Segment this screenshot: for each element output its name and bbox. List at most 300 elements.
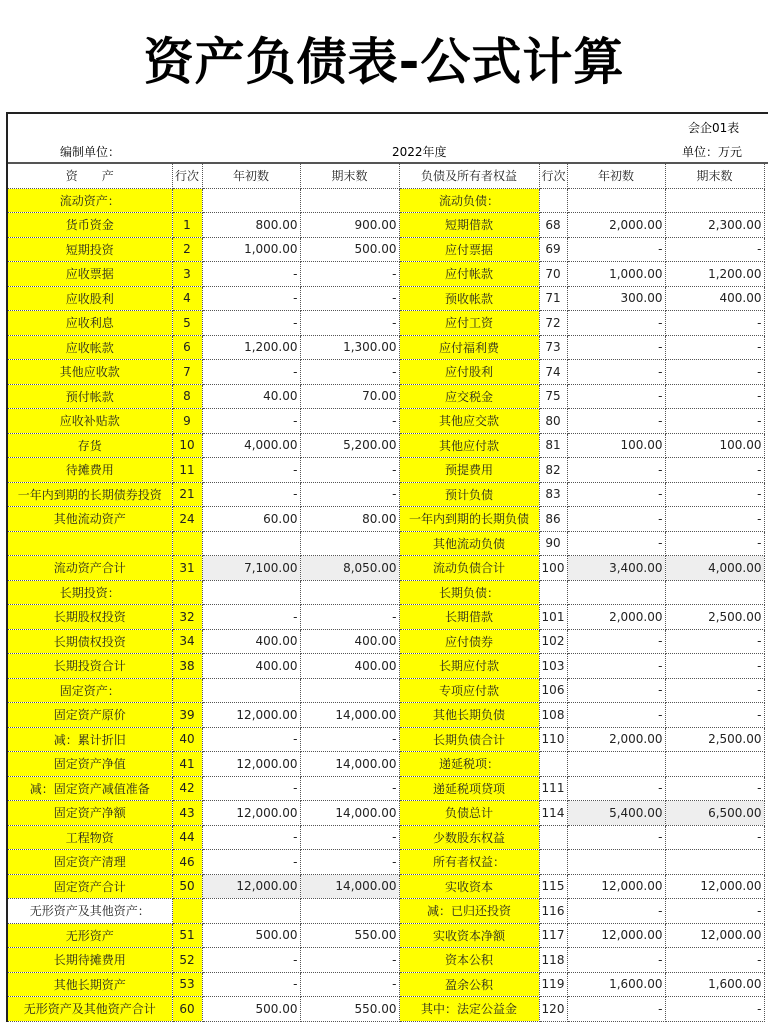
liability-end-cell[interactable]: 12,000.00	[665, 874, 764, 899]
asset-name-cell[interactable]: 应收股利	[8, 286, 172, 311]
liability-begin-cell[interactable]	[567, 752, 665, 777]
asset-name-cell[interactable]: 其他应收款	[8, 360, 172, 385]
liability-name-cell[interactable]: 资本公积	[399, 948, 539, 973]
asset-name-cell[interactable]: 长期投资：	[8, 580, 172, 605]
asset-begin-cell[interactable]	[202, 531, 300, 556]
asset-end-cell[interactable]: -	[300, 286, 399, 311]
liability-name-cell[interactable]: 其他流动负债	[399, 531, 539, 556]
asset-line-no-cell[interactable]: 10	[172, 433, 202, 458]
asset-line-no-cell[interactable]: 50	[172, 874, 202, 899]
asset-begin-cell[interactable]: -	[202, 311, 300, 336]
asset-line-no-cell[interactable]: 53	[172, 972, 202, 997]
table-row	[8, 409, 764, 434]
liability-end-cell[interactable]: 2,500.00	[665, 727, 764, 752]
table-row	[8, 237, 764, 262]
asset-name-cell[interactable]: 其他长期资产	[8, 972, 172, 997]
asset-name-cell[interactable]: 其他流动资产	[8, 507, 172, 532]
asset-begin-cell[interactable]: 500.00	[202, 997, 300, 1022]
liability-line-no-cell[interactable]: 111	[539, 776, 567, 801]
header-asset-line-no[interactable]: 行次	[172, 164, 202, 188]
liability-begin-cell[interactable]: -	[567, 458, 665, 483]
asset-line-no-cell[interactable]: 11	[172, 458, 202, 483]
asset-begin-cell[interactable]: 12,000.00	[202, 752, 300, 777]
table-row	[8, 213, 764, 238]
asset-end-cell[interactable]: 70.00	[300, 384, 399, 409]
liability-end-cell[interactable]: -	[665, 678, 764, 703]
asset-begin-cell[interactable]: -	[202, 776, 300, 801]
liability-end-cell[interactable]: 6,500.00	[665, 801, 764, 826]
liability-name-cell[interactable]: 减：已归还投资	[399, 899, 539, 924]
asset-name-cell[interactable]: 货币资金	[8, 213, 172, 238]
asset-begin-cell[interactable]	[202, 580, 300, 605]
liability-name-cell[interactable]: 长期负债：	[399, 580, 539, 605]
liability-begin-cell[interactable]: 300.00	[567, 286, 665, 311]
asset-end-cell[interactable]: 550.00	[300, 923, 399, 948]
asset-end-cell[interactable]: 500.00	[300, 237, 399, 262]
liability-end-cell[interactable]: 400.00	[665, 286, 764, 311]
asset-name-cell[interactable]: 短期投资	[8, 237, 172, 262]
asset-end-cell[interactable]	[300, 580, 399, 605]
liability-line-no-cell[interactable]: 90	[539, 531, 567, 556]
asset-end-cell[interactable]: -	[300, 262, 399, 287]
asset-line-no-cell[interactable]: 52	[172, 948, 202, 973]
liability-begin-cell[interactable]: 12,000.00	[567, 874, 665, 899]
asset-begin-cell[interactable]: -	[202, 972, 300, 997]
liability-name-cell[interactable]: 其他长期负债	[399, 703, 539, 728]
asset-end-cell[interactable]: 400.00	[300, 629, 399, 654]
asset-line-no-cell[interactable]	[172, 678, 202, 703]
liability-begin-cell[interactable]: -	[567, 311, 665, 336]
liability-name-cell[interactable]: 应付债券	[399, 629, 539, 654]
liability-begin-cell[interactable]: 3,400.00	[567, 556, 665, 581]
header-asset-name[interactable]: 资 产	[8, 164, 172, 188]
asset-end-cell[interactable]: -	[300, 482, 399, 507]
liability-begin-cell[interactable]: -	[567, 776, 665, 801]
asset-end-cell[interactable]	[300, 531, 399, 556]
liability-line-no-cell[interactable]	[539, 188, 567, 213]
liability-begin-cell[interactable]: -	[567, 703, 665, 728]
liability-name-cell[interactable]: 流动负债合计	[399, 556, 539, 581]
liability-begin-cell[interactable]	[567, 850, 665, 875]
liability-end-cell[interactable]: -	[665, 384, 764, 409]
asset-name-cell[interactable]: 应收帐款	[8, 335, 172, 360]
asset-name-cell[interactable]: 待摊费用	[8, 458, 172, 483]
asset-line-no-cell[interactable]: 2	[172, 237, 202, 262]
liability-line-no-cell[interactable]: 69	[539, 237, 567, 262]
asset-name-cell[interactable]: 无形资产及其他资产：	[8, 899, 172, 924]
asset-name-cell[interactable]: 长期债权投资	[8, 629, 172, 654]
asset-begin-cell[interactable]: 1,000.00	[202, 237, 300, 262]
liability-name-cell[interactable]: 专项应付款	[399, 678, 539, 703]
asset-line-no-cell[interactable]: 1	[172, 213, 202, 238]
liability-line-no-cell[interactable]: 74	[539, 360, 567, 385]
asset-begin-cell[interactable]: -	[202, 727, 300, 752]
asset-begin-cell[interactable]: -	[202, 458, 300, 483]
asset-begin-cell[interactable]	[202, 678, 300, 703]
asset-begin-cell[interactable]: -	[202, 262, 300, 287]
liability-begin-cell[interactable]: -	[567, 409, 665, 434]
liability-end-cell[interactable]: -	[665, 482, 764, 507]
asset-line-no-cell[interactable]: 51	[172, 923, 202, 948]
asset-name-cell[interactable]: 固定资产净值	[8, 752, 172, 777]
asset-line-no-cell[interactable]	[172, 580, 202, 605]
liability-end-cell[interactable]: -	[665, 237, 764, 262]
asset-name-cell[interactable]: 减：固定资产减值准备	[8, 776, 172, 801]
asset-end-cell[interactable]: 5,200.00	[300, 433, 399, 458]
asset-line-no-cell[interactable]: 34	[172, 629, 202, 654]
liability-begin-cell[interactable]: 1,600.00	[567, 972, 665, 997]
asset-begin-cell[interactable]: -	[202, 825, 300, 850]
liability-name-cell[interactable]: 其他应付款	[399, 433, 539, 458]
liability-end-cell[interactable]: 4,000.00	[665, 556, 764, 581]
asset-end-cell[interactable]: -	[300, 948, 399, 973]
asset-line-no-cell[interactable]	[172, 899, 202, 924]
liability-end-cell[interactable]: 1,600.00	[665, 972, 764, 997]
asset-name-cell[interactable]: 流动资产：	[8, 188, 172, 213]
asset-begin-cell[interactable]: 400.00	[202, 654, 300, 679]
asset-line-no-cell[interactable]: 4	[172, 286, 202, 311]
table-row	[8, 825, 764, 850]
liability-line-no-cell[interactable]: 86	[539, 507, 567, 532]
liability-begin-cell[interactable]: 2,000.00	[567, 213, 665, 238]
asset-line-no-cell[interactable]: 42	[172, 776, 202, 801]
asset-begin-cell[interactable]	[202, 899, 300, 924]
asset-name-cell[interactable]: 工程物资	[8, 825, 172, 850]
asset-name-cell[interactable]: 长期股权投资	[8, 605, 172, 630]
liability-end-cell[interactable]: -	[665, 311, 764, 336]
liability-begin-cell[interactable]: 2,000.00	[567, 727, 665, 752]
liability-end-cell[interactable]	[665, 850, 764, 875]
asset-begin-cell[interactable]: -	[202, 482, 300, 507]
liability-begin-cell[interactable]: 2,000.00	[567, 605, 665, 630]
liability-line-no-cell[interactable]	[539, 580, 567, 605]
liability-begin-cell[interactable]: -	[567, 507, 665, 532]
asset-begin-cell[interactable]: 500.00	[202, 923, 300, 948]
liability-end-cell[interactable]: -	[665, 507, 764, 532]
liability-end-cell[interactable]: 100.00	[665, 433, 764, 458]
liability-name-cell[interactable]: 实收资本净额	[399, 923, 539, 948]
liability-end-cell[interactable]	[665, 580, 764, 605]
asset-line-no-cell[interactable]	[172, 531, 202, 556]
liability-begin-cell[interactable]: -	[567, 335, 665, 360]
table-row	[8, 482, 764, 507]
liability-begin-cell[interactable]: -	[567, 531, 665, 556]
asset-begin-cell[interactable]: 4,000.00	[202, 433, 300, 458]
asset-end-cell[interactable]: 1,300.00	[300, 335, 399, 360]
liability-begin-cell[interactable]: -	[567, 948, 665, 973]
asset-end-cell[interactable]: 900.00	[300, 213, 399, 238]
liability-name-cell[interactable]: 负债总计	[399, 801, 539, 826]
liability-name-cell[interactable]: 实收资本	[399, 874, 539, 899]
liability-line-no-cell[interactable]: 70	[539, 262, 567, 287]
asset-name-cell[interactable]: 应收利息	[8, 311, 172, 336]
liability-end-cell[interactable]: -	[665, 531, 764, 556]
liability-name-cell[interactable]: 长期负债合计	[399, 727, 539, 752]
unit-label: 单位：万元	[682, 145, 743, 159]
liability-name-cell[interactable]: 预收帐款	[399, 286, 539, 311]
header-asset-begin[interactable]: 年初数	[202, 164, 300, 188]
asset-name-cell[interactable]: 无形资产及其他资产合计	[8, 997, 172, 1022]
asset-begin-cell[interactable]: 40.00	[202, 384, 300, 409]
asset-end-cell[interactable]: 400.00	[300, 654, 399, 679]
asset-name-cell[interactable]: 固定资产合计	[8, 874, 172, 899]
asset-end-cell[interactable]: -	[300, 776, 399, 801]
liability-line-no-cell[interactable]: 101	[539, 605, 567, 630]
liability-end-cell[interactable]: -	[665, 360, 764, 385]
liability-line-no-cell[interactable]: 82	[539, 458, 567, 483]
liability-line-no-cell[interactable]: 103	[539, 654, 567, 679]
liability-end-cell[interactable]: -	[665, 776, 764, 801]
asset-end-cell[interactable]	[300, 188, 399, 213]
liability-begin-cell[interactable]: -	[567, 384, 665, 409]
asset-end-cell[interactable]: -	[300, 972, 399, 997]
asset-end-cell[interactable]: -	[300, 458, 399, 483]
liability-name-cell[interactable]: 其他应交款	[399, 409, 539, 434]
asset-end-cell[interactable]: -	[300, 727, 399, 752]
liability-name-cell[interactable]: 长期应付款	[399, 654, 539, 679]
liability-name-cell[interactable]: 递延税项贷项	[399, 776, 539, 801]
table-row	[8, 997, 764, 1022]
asset-name-cell[interactable]: 一年内到期的长期债券投资	[8, 482, 172, 507]
asset-line-no-cell[interactable]: 24	[172, 507, 202, 532]
liability-begin-cell[interactable]: 12,000.00	[567, 923, 665, 948]
asset-begin-cell[interactable]: -	[202, 605, 300, 630]
asset-end-cell[interactable]: 80.00	[300, 507, 399, 532]
liability-begin-cell[interactable]: -	[567, 997, 665, 1022]
org-label: 编制单位：	[60, 145, 121, 159]
liability-name-cell[interactable]: 应付工资	[399, 311, 539, 336]
liability-name-cell[interactable]: 应付票据	[399, 237, 539, 262]
liability-begin-cell[interactable]: -	[567, 899, 665, 924]
asset-begin-cell[interactable]: 12,000.00	[202, 703, 300, 728]
liability-begin-cell[interactable]: -	[567, 678, 665, 703]
liability-line-no-cell[interactable]: 100	[539, 556, 567, 581]
liability-end-cell[interactable]: -	[665, 899, 764, 924]
asset-begin-cell[interactable]: -	[202, 360, 300, 385]
asset-name-cell[interactable]: 长期待摊费用	[8, 948, 172, 973]
asset-line-no-cell[interactable]: 3	[172, 262, 202, 287]
asset-begin-cell[interactable]: 7,100.00	[202, 556, 300, 581]
asset-line-no-cell[interactable]	[172, 188, 202, 213]
asset-line-no-cell[interactable]: 5	[172, 311, 202, 336]
liability-begin-cell[interactable]: -	[567, 629, 665, 654]
table-row	[8, 972, 764, 997]
liability-line-no-cell[interactable]: 106	[539, 678, 567, 703]
asset-line-no-cell[interactable]: 38	[172, 654, 202, 679]
asset-end-cell[interactable]: -	[300, 825, 399, 850]
liability-line-no-cell[interactable]: 110	[539, 727, 567, 752]
liability-end-cell[interactable]: -	[665, 997, 764, 1022]
asset-line-no-cell[interactable]: 21	[172, 482, 202, 507]
asset-line-no-cell[interactable]: 44	[172, 825, 202, 850]
liability-line-no-cell[interactable]: 81	[539, 433, 567, 458]
liability-name-cell[interactable]: 应付福利费	[399, 335, 539, 360]
liability-begin-cell[interactable]: 100.00	[567, 433, 665, 458]
liability-end-cell[interactable]: 2,300.00	[665, 213, 764, 238]
header-row	[8, 164, 764, 188]
asset-name-cell[interactable]: 流动资产合计	[8, 556, 172, 581]
liability-begin-cell[interactable]: -	[567, 654, 665, 679]
asset-line-no-cell[interactable]: 31	[172, 556, 202, 581]
liability-name-cell[interactable]: 少数股东权益	[399, 825, 539, 850]
liability-name-cell[interactable]: 其中：法定公益金	[399, 997, 539, 1022]
asset-end-cell[interactable]: -	[300, 409, 399, 434]
liability-line-no-cell[interactable]: 72	[539, 311, 567, 336]
asset-begin-cell[interactable]: 1,200.00	[202, 335, 300, 360]
asset-end-cell[interactable]: 8,050.00	[300, 556, 399, 581]
liability-line-no-cell[interactable]: 120	[539, 997, 567, 1022]
meta-row	[8, 138, 768, 164]
asset-end-cell[interactable]: -	[300, 360, 399, 385]
liability-begin-cell[interactable]: 1,000.00	[567, 262, 665, 287]
asset-name-cell[interactable]: 固定资产清理	[8, 850, 172, 875]
table-row	[8, 654, 764, 679]
liability-begin-cell[interactable]	[567, 580, 665, 605]
liability-line-no-cell[interactable]: 116	[539, 899, 567, 924]
liability-line-no-cell[interactable]: 117	[539, 923, 567, 948]
asset-name-cell[interactable]: 长期投资合计	[8, 654, 172, 679]
asset-begin-cell[interactable]: 800.00	[202, 213, 300, 238]
asset-begin-cell[interactable]: 60.00	[202, 507, 300, 532]
liability-end-cell[interactable]: -	[665, 825, 764, 850]
liability-line-no-cell[interactable]: 115	[539, 874, 567, 899]
liability-end-cell[interactable]: 1,200.00	[665, 262, 764, 287]
liability-begin-cell[interactable]: -	[567, 360, 665, 385]
liability-name-cell[interactable]: 应付股利	[399, 360, 539, 385]
asset-line-no-cell[interactable]: 7	[172, 360, 202, 385]
liability-end-cell[interactable]: 2,500.00	[665, 605, 764, 630]
liability-end-cell[interactable]: -	[665, 703, 764, 728]
asset-end-cell[interactable]: -	[300, 311, 399, 336]
asset-name-cell[interactable]: 固定资产原价	[8, 703, 172, 728]
asset-name-cell[interactable]: 应收票据	[8, 262, 172, 287]
liability-name-cell[interactable]: 应交税金	[399, 384, 539, 409]
liability-end-cell[interactable]: -	[665, 335, 764, 360]
liability-end-cell[interactable]: -	[665, 458, 764, 483]
liability-line-no-cell[interactable]: 114	[539, 801, 567, 826]
liability-name-cell[interactable]: 所有者权益：	[399, 850, 539, 875]
liability-line-no-cell[interactable]: 119	[539, 972, 567, 997]
asset-end-cell[interactable]: 14,000.00	[300, 801, 399, 826]
asset-begin-cell[interactable]: 12,000.00	[202, 801, 300, 826]
asset-line-no-cell[interactable]: 6	[172, 335, 202, 360]
liability-begin-cell[interactable]: 5,400.00	[567, 801, 665, 826]
header-asset-end[interactable]: 期末数	[300, 164, 399, 188]
liability-name-cell[interactable]: 应付帐款	[399, 262, 539, 287]
asset-line-no-cell[interactable]: 32	[172, 605, 202, 630]
asset-name-cell[interactable]: 存货	[8, 433, 172, 458]
liability-end-cell[interactable]	[665, 188, 764, 213]
liability-end-cell[interactable]: 12,000.00	[665, 923, 764, 948]
liability-name-cell[interactable]: 递延税项：	[399, 752, 539, 777]
liability-line-no-cell[interactable]: 75	[539, 384, 567, 409]
liability-end-cell[interactable]: -	[665, 948, 764, 973]
asset-end-cell[interactable]: 14,000.00	[300, 752, 399, 777]
asset-line-no-cell[interactable]: 43	[172, 801, 202, 826]
liability-name-cell[interactable]: 一年内到期的长期负债	[399, 507, 539, 532]
asset-end-cell[interactable]: 14,000.00	[300, 874, 399, 899]
liability-line-no-cell[interactable]	[539, 825, 567, 850]
asset-begin-cell[interactable]: -	[202, 850, 300, 875]
liability-end-cell[interactable]: -	[665, 654, 764, 679]
liability-line-no-cell[interactable]: 118	[539, 948, 567, 973]
header-liability-line-no[interactable]: 行次	[539, 164, 567, 188]
liability-line-no-cell[interactable]: 102	[539, 629, 567, 654]
form-code: 会企01表	[688, 121, 740, 135]
asset-line-no-cell[interactable]: 39	[172, 703, 202, 728]
liability-line-no-cell[interactable]	[539, 850, 567, 875]
liability-name-cell[interactable]: 预提费用	[399, 458, 539, 483]
liability-begin-cell[interactable]: -	[567, 482, 665, 507]
liability-name-cell[interactable]: 预计负债	[399, 482, 539, 507]
liability-name-cell[interactable]: 流动负债：	[399, 188, 539, 213]
asset-end-cell[interactable]: -	[300, 605, 399, 630]
asset-begin-cell[interactable]: 400.00	[202, 629, 300, 654]
liability-name-cell[interactable]: 短期借款	[399, 213, 539, 238]
asset-end-cell[interactable]: -	[300, 850, 399, 875]
asset-begin-cell[interactable]: -	[202, 409, 300, 434]
asset-begin-cell[interactable]: -	[202, 948, 300, 973]
asset-end-cell[interactable]: 550.00	[300, 997, 399, 1022]
asset-begin-cell[interactable]: 12,000.00	[202, 874, 300, 899]
liability-line-no-cell[interactable]: 68	[539, 213, 567, 238]
liability-name-cell[interactable]: 盈余公积	[399, 972, 539, 997]
table-row	[8, 458, 764, 483]
asset-end-cell[interactable]	[300, 678, 399, 703]
liability-line-no-cell[interactable]: 80	[539, 409, 567, 434]
liability-line-no-cell[interactable]	[539, 752, 567, 777]
asset-line-no-cell[interactable]: 41	[172, 752, 202, 777]
asset-begin-cell[interactable]	[202, 188, 300, 213]
liability-line-no-cell[interactable]: 71	[539, 286, 567, 311]
liability-end-cell[interactable]: -	[665, 409, 764, 434]
liability-end-cell[interactable]	[665, 752, 764, 777]
asset-name-cell[interactable]: 应收补贴款	[8, 409, 172, 434]
balance-sheet	[6, 112, 768, 1022]
liability-end-cell[interactable]: -	[665, 629, 764, 654]
table-row	[8, 360, 764, 385]
asset-end-cell[interactable]	[300, 899, 399, 924]
header-liability-begin[interactable]: 年初数	[567, 164, 665, 188]
liability-begin-cell[interactable]: -	[567, 237, 665, 262]
table-row	[8, 727, 764, 752]
asset-begin-cell[interactable]: -	[202, 286, 300, 311]
asset-line-no-cell[interactable]: 8	[172, 384, 202, 409]
liability-line-no-cell[interactable]: 83	[539, 482, 567, 507]
asset-line-no-cell[interactable]: 9	[172, 409, 202, 434]
liability-line-no-cell[interactable]: 73	[539, 335, 567, 360]
liability-line-no-cell[interactable]: 108	[539, 703, 567, 728]
table-row	[8, 286, 764, 311]
asset-name-cell[interactable]: 预付帐款	[8, 384, 172, 409]
asset-line-no-cell[interactable]: 46	[172, 850, 202, 875]
table-row	[8, 703, 764, 728]
asset-name-cell[interactable]: 固定资产：	[8, 678, 172, 703]
table-row	[8, 335, 764, 360]
asset-line-no-cell[interactable]: 40	[172, 727, 202, 752]
asset-name-cell[interactable]: 减：累计折旧	[8, 727, 172, 752]
asset-end-cell[interactable]: 14,000.00	[300, 703, 399, 728]
header-liability-end[interactable]: 期末数	[665, 164, 764, 188]
liability-name-cell[interactable]: 长期借款	[399, 605, 539, 630]
liability-begin-cell[interactable]	[567, 188, 665, 213]
asset-name-cell[interactable]: 无形资产	[8, 923, 172, 948]
liability-begin-cell[interactable]: -	[567, 825, 665, 850]
header-liability-name[interactable]: 负债及所有者权益	[399, 164, 539, 188]
asset-line-no-cell[interactable]: 60	[172, 997, 202, 1022]
asset-name-cell[interactable]	[8, 531, 172, 556]
asset-name-cell[interactable]: 固定资产净额	[8, 801, 172, 826]
